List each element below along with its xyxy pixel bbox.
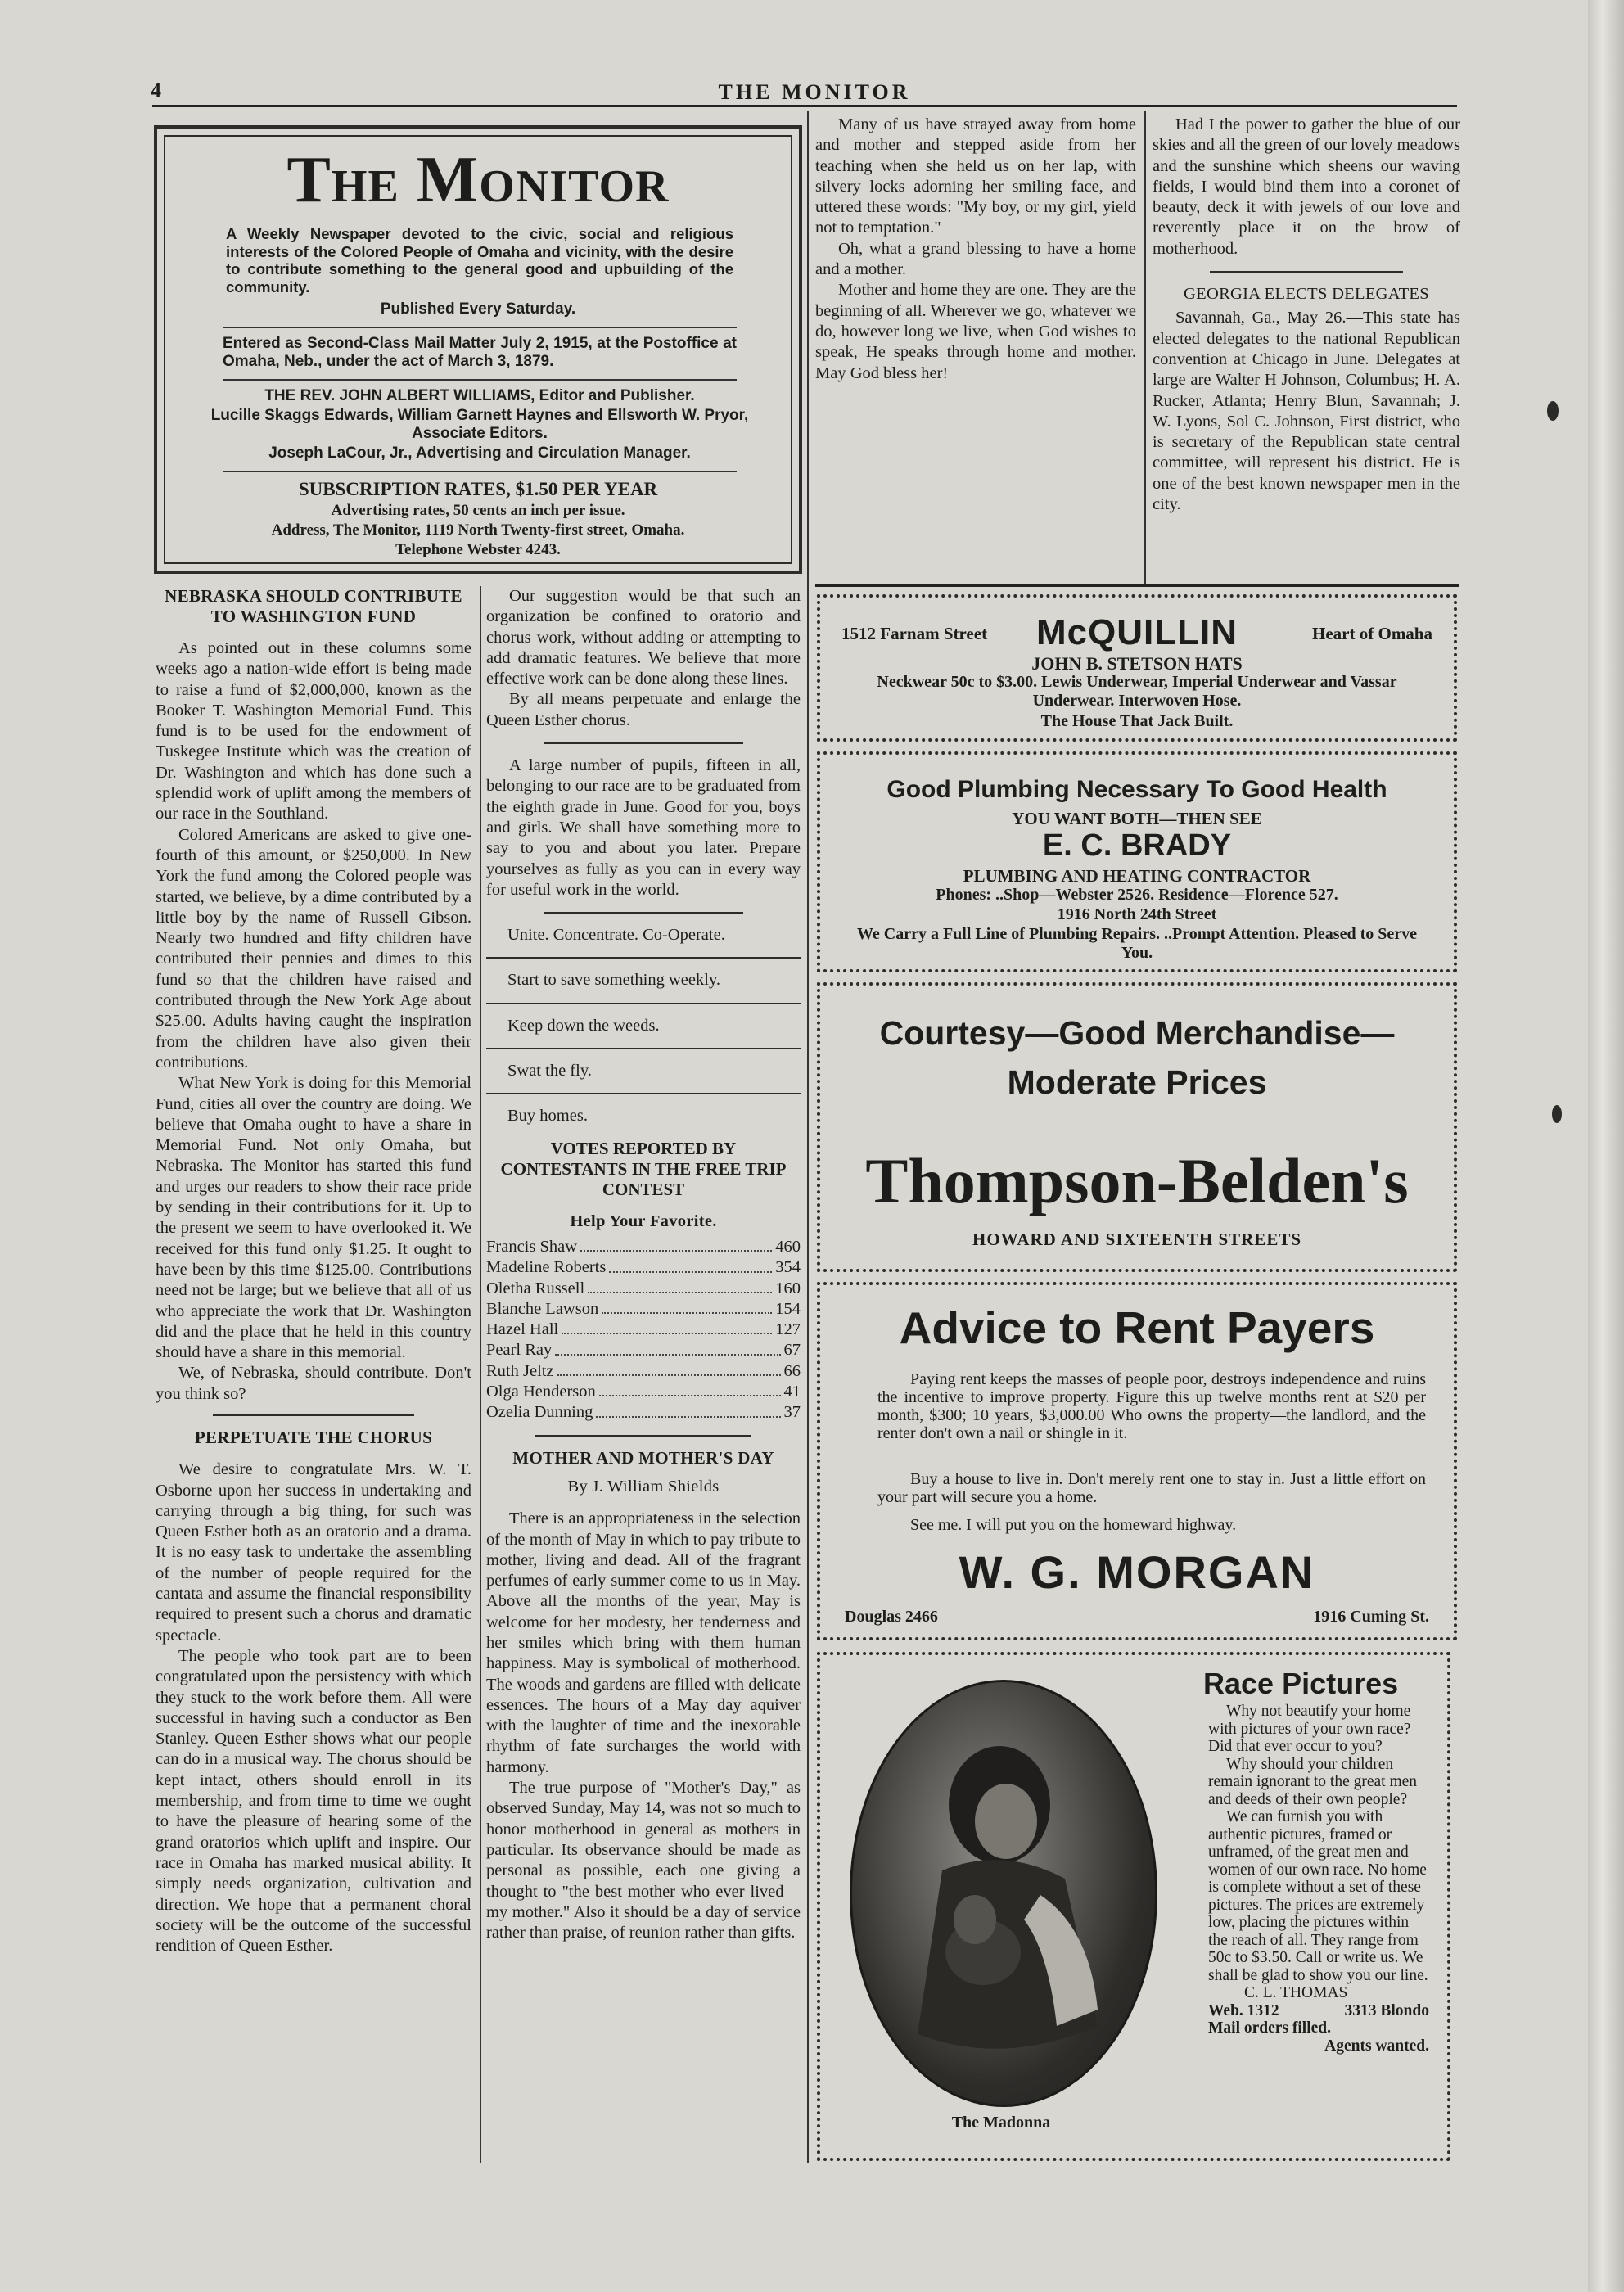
running-head: THE MONITOR — [718, 80, 911, 104]
contestant-votes: 460 — [775, 1237, 801, 1256]
brady-name: E. C. BRADY — [1042, 828, 1232, 863]
column-4 — [1153, 115, 1460, 515]
masthead-address: Address, The Monitor, 1119 North Twenty-first street, Omaha. — [271, 521, 685, 539]
race-headline: Race Pictures — [1203, 1667, 1399, 1700]
column-3 — [815, 115, 1136, 586]
vote-row — [486, 1361, 801, 1382]
contestant-votes: 66 — [783, 1361, 801, 1380]
leader-dots — [562, 1320, 772, 1334]
morgan-paragraph-3: See me. I will put you on the homeward highway. — [910, 1516, 1237, 1534]
contestant-name: Madeline Roberts — [486, 1258, 607, 1277]
brady-trade: PLUMBING AND HEATING CONTRACTOR — [963, 866, 1311, 886]
punch-mark — [1547, 401, 1559, 421]
column-divider — [1144, 111, 1146, 586]
race-mail: Mail orders filled. — [1208, 2019, 1332, 2037]
leader-dots — [555, 1340, 780, 1355]
mother-paragraph: The true purpose of "Mother's Day," as observed Sunday, May 14, was not so much to honor motherhood in general as mothers in particular. Its observance should be made as personal as possible, each one giving a thought to "the best mother who ever lived—my mother." Also it should be a day of service rather than praise, of reunion rather than gifts. — [486, 1779, 801, 1942]
punch-mark — [1552, 1105, 1562, 1123]
race-address: 3313 Blondo — [1344, 2001, 1429, 2019]
nebraska-paragraph: Colored Americans are asked to give one-fourth of this amount, or $250,000. In New York the fund among the Colored people was started, we believe, by a dime contributed by a little boy by the name of Russell Gibson. Nearly two hundred and fifty children have contributed their pennies and dimes to this fund so that the children have raised and contributed through the New York Age about $25.00. Adults having caught the inspiration from the children have also given their contributions. — [156, 825, 471, 1072]
race-pictures-ad — [817, 1652, 1450, 2161]
masthead-rule-3 — [223, 471, 737, 472]
contestant-name: Blanche Lawson — [486, 1299, 599, 1318]
contestant-votes: 354 — [775, 1258, 801, 1277]
contestant-votes: 154 — [775, 1299, 801, 1318]
mcquillin-name: McQUILLIN — [1035, 612, 1238, 652]
vote-row — [486, 1320, 801, 1340]
chorus-paragraph: By all means perpetuate and enlarge the Queen Esther chorus. — [486, 690, 801, 729]
column-rule — [535, 1435, 751, 1437]
page-edge — [1588, 0, 1624, 2292]
mcquillin-tag: Heart of Omaha — [1312, 624, 1432, 643]
madonna-figure — [852, 1682, 1155, 2105]
georgia-paragraph: Savannah, Ga., May 26.—This state has elected delegates to the national Republican convention at Chicago in June. Delegates at large are Walter H Johnson, Columbus; H. A. Rucker, Atlanta; Henry Blun, Savannah; J. W. Lyons, Sol C. Johnson, First district, who is secretary of the Republican state central committee, will represent his district. He is one of the best known newspaper men in the city. — [1153, 309, 1460, 514]
race-text — [1208, 1703, 1429, 2055]
masthead-rule-2 — [223, 379, 737, 381]
mcquillin-goods: Neckwear 50c to $3.00. Lewis Underwear, Imperial Underwear and Vassar Underwear. Interwoven Hose. — [877, 673, 1397, 710]
votes-headline: VOTES REPORTED BY CONTESTANTS IN THE FREE TRIP CONTEST — [500, 1138, 787, 1199]
contestant-votes: 41 — [783, 1383, 801, 1401]
chorus-paragraph: Our suggestion would be that such an organization be confined to oratorio and chorus work, without adding or attempting to add dramatic features. We believe that more effective work can be done along these lines. — [486, 587, 801, 688]
leader-dots — [602, 1299, 772, 1314]
nebraska-paragraph: As pointed out in these columns some weeks ago a nation-wide effort is being made to raise a fund of $2,000,000, known as the Booker T. Washington Memorial Fund. This fund is to be used for the endowment of Tuskegee Institute which was the creation of Dr. Washington and which has done such a splendid work of uplift among the members of our race in the Southland. — [156, 639, 471, 823]
thompson-slogan: Courtesy—Good Merchandise— Moderate Prices — [879, 1014, 1395, 1101]
vote-row — [486, 1382, 801, 1402]
vote-row — [486, 1299, 801, 1320]
contestant-name: Ozelia Dunning — [486, 1403, 593, 1422]
morgan-phone: Douglas 2466 — [845, 1608, 938, 1626]
mother-paragraph: Many of us have strayed away from home and mother and stepped aside from her teaching when she held us on her lap, with silvery locks adorning her smiling face, and uttered these words: "My boy, or my girl, yield not to temptation." — [815, 115, 1136, 237]
slogan: Start to save something weekly. — [486, 959, 801, 1004]
masthead-entered: Entered as Second-Class Mail Matter July 2, 1915, at the Postoffice at Omaha, Neb., under the act of March 3, 1879. — [223, 335, 737, 370]
contestant-votes: 160 — [775, 1279, 801, 1297]
race-agents: Agents wanted. — [1324, 2037, 1429, 2055]
morgan-paragraph-1: Paying rent keeps the masses of people poor, destroys independence and ruins the incentive to improve property. Figure this up twelve months rent at $20 per month, $300; 10 years, $3,000.00 Who owns the property—the landlord, and the renter don't own a nail or shingle in it. — [877, 1370, 1426, 1442]
header-rule — [152, 105, 1457, 107]
brady-phones: Phones: ..Shop—Webster 2526. Residence—Florence 527. — [936, 886, 1338, 904]
contestant-name: Pearl Ray — [486, 1341, 553, 1360]
madonna-picture — [850, 1680, 1157, 2107]
masthead-telephone: Telephone Webster 4243. — [395, 541, 561, 558]
masthead-title: The Monitor — [286, 144, 670, 216]
race-contact-name: C. L. THOMAS — [1244, 1984, 1348, 2001]
madonna-caption: The Madonna — [951, 2114, 1051, 2132]
slogan: Swat the fly. — [486, 1049, 801, 1094]
mother-paragraph: Mother and home they are one. They are the beginning of all. Wherever we go, whatever we do, however long we live, when God wishes to speak, He speaks through home and mother. May God bless her! — [815, 281, 1136, 382]
masthead-associates: Lucille Skaggs Edwards, William Garnett Haynes and Ellsworth W. Pryor, Associate Editors. — [210, 407, 749, 442]
votes-subtitle: Help Your Favorite. — [570, 1211, 717, 1230]
column-rule — [1210, 271, 1403, 273]
leader-dots — [580, 1237, 772, 1252]
race-phone: Web. 1312 — [1208, 2001, 1279, 2019]
column-2 — [486, 586, 801, 1943]
thompson-name: Thompson-Belden's — [865, 1145, 1409, 1216]
masthead-box — [154, 125, 802, 574]
morgan-paragraph-2: Buy a house to live in. Don't merely rent one to stay in. Just a little effort on your part will secure you a home. — [877, 1470, 1426, 1506]
chorus-headline: PERPETUATE THE CHORUS — [194, 1427, 433, 1447]
slogan: Buy homes. — [508, 1107, 588, 1126]
brady-address: 1916 North 24th Street — [1057, 905, 1217, 923]
morgan-name: W. G. MORGAN — [959, 1546, 1315, 1598]
mother-paragraph: Had I the power to gather the blue of our skies and all the green of our lovely meadows and the sunshine which sheens our waving fields, I would bind them into a coronet of beauty, deck it with jewels of our love and reverently place it on the brow of motherhood. — [1153, 115, 1460, 258]
race-paragraph: We can furnish you with authentic pictures, framed or unframed, of the great men and women of our own race. No home is complete without a set of these pictures. The prices are extremely low, placing the pictures within the reach of all. They range from 50c to $3.50. Call or write us. We shall be glad to show you our line. — [1208, 1808, 1428, 1984]
slogan: Unite. Concentrate. Co-Operate. — [486, 914, 801, 959]
mcquillin-hats: JOHN B. STETSON HATS — [1031, 653, 1243, 674]
column-rule — [213, 1414, 414, 1416]
contestant-name: Hazel Hall — [486, 1320, 559, 1339]
masthead-subscription: SUBSCRIPTION RATES, $1.50 PER YEAR — [298, 479, 658, 499]
leader-dots — [588, 1279, 772, 1293]
brady-lead: YOU WANT BOTH—THEN SEE — [1012, 809, 1262, 828]
contestant-name: Francis Shaw — [486, 1237, 578, 1256]
slogan: Keep down the weeds. — [486, 1004, 801, 1049]
race-contact-line — [1208, 2002, 1429, 2020]
vote-row — [486, 1237, 801, 1257]
mother-paragraph: There is an appropriateness in the selection of the month of May in which to pay tribute to mother, living and dead. All of the fragrant perfumes of early summer come to us in May. Above all the months of the year, May is welcome for her modesty, her tenderness and her smiles which bring with them human happiness. May is symbolical of motherhood. The woods and gardens are filled with delicate essences. The hours of a May day aquiver with the laughter of time and the inexorable rhythm of fate surcharges the world with harmony. — [486, 1509, 801, 1776]
race-paragraph: Why should your children remain ignorant to the great men and deeds of their own people? — [1208, 1755, 1418, 1808]
masthead-manager: Joseph LaCour, Jr., Advertising and Circulation Manager. — [268, 444, 691, 462]
brady-service: We Carry a Full Line of Plumbing Repairs. ..Prompt Attention. Pleased to Serve You. — [856, 925, 1418, 962]
masthead-published: Published Every Saturday. — [380, 300, 576, 318]
mother-byline: By J. William Shields — [567, 1477, 720, 1496]
page-number: 4 — [151, 79, 161, 102]
race-paragraph: Why not beautify your home with pictures of your own race? Did that ever occur to you? — [1208, 1703, 1411, 1755]
votes-list — [486, 1237, 801, 1423]
nebraska-headline: NEBRASKA SHOULD CONTRIBUTE TO WASHINGTON FUND — [165, 586, 462, 626]
brady-headline: Good Plumbing Necessary To Good Health — [886, 776, 1387, 803]
leader-dots — [599, 1382, 781, 1396]
georgia-headline: GEORGIA ELECTS DELEGATES — [1184, 285, 1429, 304]
contestant-name: Oletha Russell — [486, 1279, 585, 1297]
masthead-rule-1 — [223, 327, 737, 328]
leader-dots — [596, 1402, 780, 1417]
chorus-paragraph: We desire to congratulate Mrs. W. T. Osborne upon her success in undertaking and carrying through a big thing, for such was Queen Esther both as an oratorio and a drama. It is no easy task to undertake the assembling of the number of people required for the cantata and assume the financial responsibility required to present such a chorus and dramatic spectacle. — [156, 1460, 471, 1645]
leader-dots — [557, 1361, 781, 1376]
vote-row — [486, 1279, 801, 1299]
masthead-editor: THE REV. JOHN ALBERT WILLIAMS, Editor and Publisher. — [264, 387, 695, 404]
thompson-address: HOWARD AND SIXTEENTH STREETS — [972, 1229, 1302, 1249]
column-rule — [544, 742, 743, 744]
nebraska-paragraph: What New York is doing for this Memorial Fund, cities all over the country are doing. We believe that Omaha ought to have a share in Memorial Fund. Not only Omaha, but Nebraska. The Monitor has started this fund and urges our readers to show their race pride by sending in their contributions for it. Up to the present we seem to have overlooked it. We received for this fund only $1.25. It ought to have been by this time $125.00. Contributions need not be large; but we believe that all of us who appreciate the work that Dr. Washington did and the place that he held in this country should have a share in this memorial. — [156, 1074, 471, 1362]
morgan-address: 1916 Cuming St. — [1313, 1608, 1429, 1626]
vote-row — [486, 1257, 801, 1278]
brady-ad — [817, 751, 1457, 972]
vote-row — [486, 1340, 801, 1360]
masthead-description: A Weekly Newspaper devoted to the civic, social and religious interests of the Colored People of Omaha and vicinity, with the desire to contribute something to the general good and upbuilding of the community. — [226, 225, 733, 296]
pupils-paragraph: A large number of pupils, fifteen in all, belonging to our race are to be graduated from the eighth grade in June. Good for you, boys and girls. We shall have something more to say to you and about you later. Prepare yourselves as fully as you can in every way for useful work in the world. — [486, 756, 801, 899]
mcquillin-slogan: The House That Jack Built. — [1040, 712, 1234, 730]
chorus-paragraph: The people who took part are to been congratulated upon the persistency with which they stuck to the work before them. All were successful in having such a conductor as Ben Stanley. Queen Esther shows what our people can do in a musical way. The chorus should be kept intact, others should enroll in its membership, and from time to time we ought to have the pleasure of hearing some of the grand oratorios which uplift and inspire. Our race in Omaha has marked musical ability. It simply needs organization, cultivation and direction. We hope that a permanent choral society will be the outcome of the successful rendition of Queen Esther. — [156, 1646, 471, 1956]
contestant-name: Ruth Jeltz — [486, 1361, 554, 1380]
morgan-ad — [817, 1282, 1457, 1640]
mcquillin-address: 1512 Farnam Street — [841, 624, 988, 643]
vote-row — [486, 1402, 801, 1423]
masthead-advertising: Advertising rates, 50 cents an inch per issue. — [331, 502, 625, 519]
column-1 — [156, 586, 471, 1956]
column-divider — [480, 586, 481, 2163]
contestant-votes: 37 — [783, 1403, 801, 1422]
contestant-name: Olga Henderson — [486, 1383, 596, 1401]
mother-headline: MOTHER AND MOTHER'S DAY — [512, 1447, 774, 1468]
mcquillin-ad — [817, 594, 1457, 742]
morgan-headline: Advice to Rent Payers — [899, 1302, 1375, 1353]
leader-dots — [609, 1257, 772, 1272]
thompson-belden-ad — [817, 982, 1457, 1272]
nebraska-paragraph: We, of Nebraska, should contribute. Don't you think so? — [156, 1364, 471, 1403]
mother-paragraph: Oh, what a grand blessing to have a home and a mother. — [815, 239, 1136, 279]
section-rule — [815, 584, 1459, 587]
column-divider — [807, 111, 809, 2163]
contestant-votes: 127 — [775, 1320, 801, 1339]
contestant-votes: 67 — [783, 1341, 801, 1360]
